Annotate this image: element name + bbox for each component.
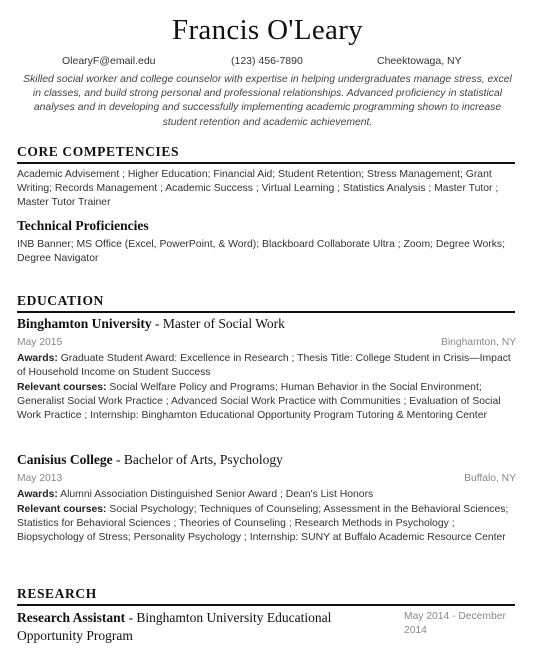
education-entry-title bbox=[17, 452, 517, 468]
awards-text: Alumni Association Distinguished Senior Award ; Dean's List Honors bbox=[60, 489, 374, 500]
degree-name: Master of Social Work bbox=[162, 316, 285, 331]
courses-label: Relevant courses: bbox=[17, 382, 107, 393]
education-entry-meta bbox=[17, 337, 516, 348]
school-name: Binghamton University bbox=[17, 316, 152, 331]
awards-label: Awards: bbox=[17, 489, 58, 500]
education-courses bbox=[17, 381, 517, 422]
section-heading-core-competencies: CORE COMPETENCIES bbox=[17, 144, 515, 164]
candidate-name: Francis O'Leary bbox=[172, 14, 363, 46]
phone-text: (123) 456-7890 bbox=[231, 55, 303, 67]
education-location: Binghamton, NY bbox=[441, 337, 516, 348]
title-separator: - bbox=[112, 452, 124, 467]
research-role: Research Assistant bbox=[17, 610, 126, 625]
awards-text: Graduate Student Award: Excellence in Research ; Thesis Title: College Student in Crisis—Impact of Household Income on Student Success bbox=[17, 353, 511, 378]
education-awards bbox=[17, 352, 517, 380]
research-organization: Binghamton University Educational Opportunity Program bbox=[17, 610, 332, 643]
courses-text: Social Welfare Policy and Programs; Human Behavior in the Social Environment; Generalist Social Work Practice ; Advanced Social Work Practice with Communities ; Evaluation of Social Work Practice ; Internship: Binghamton Educational Opportunity Program Tutoring & Mentoring Center bbox=[17, 382, 501, 421]
technical-proficiencies-heading: Technical Proficiencies bbox=[17, 218, 149, 233]
degree-name: Bachelor of Arts, Psychology bbox=[123, 452, 283, 467]
email-text: OlearyF@email.edu bbox=[62, 55, 156, 67]
school-name: Canisius College bbox=[17, 452, 113, 467]
awards-label: Awards: bbox=[17, 353, 58, 364]
location-text: Cheektowaga, NY bbox=[377, 55, 462, 67]
education-date: May 2013 bbox=[17, 473, 63, 484]
technical-proficiencies-list: INB Banner; MS Office (Excel, PowerPoint, & Word); Blackboard Collaborate Ultra ; Zoom; Degree Works; Degree Navigator bbox=[17, 239, 505, 264]
courses-label: Relevant courses: bbox=[17, 504, 107, 515]
section-heading-research: RESEARCH bbox=[17, 586, 515, 606]
courses-text: Social Psychology; Techniques of Counseling; Assessment in the Behavioral Sciences; Statistics for Behavioral Sciences ; Theories of Counseling ; Research Methods in Psychology ; Biopsychology of Stress; Personality Psychology ; Internship: SUNY at Buffalo Academic Resource Center bbox=[17, 504, 509, 543]
education-entry-title bbox=[17, 316, 517, 332]
education-awards bbox=[17, 488, 517, 502]
education-entry-meta bbox=[17, 473, 516, 484]
education-location: Buffalo, NY bbox=[464, 473, 516, 484]
education-courses bbox=[17, 503, 517, 544]
title-separator: - bbox=[125, 610, 137, 625]
research-entry-title bbox=[17, 609, 367, 645]
research-date: May 2014 - December 2014 bbox=[404, 611, 506, 636]
education-date: May 2015 bbox=[17, 337, 63, 348]
professional-summary: Skilled social worker and college counselor with expertise in helping undergraduates manage stress, excel in classes, and build strong personal and professional relationships. Advanced proficiency in statistical analyses and in developing and successfully implementing academic programming shown to increase student retention and academic achievement. bbox=[23, 74, 512, 128]
competencies-list: Academic Advisement ; Higher Education; Financial Aid; Student Retention; Stress Management; Grant Writing; Records Management ; Academic Success ; Virtual Learning ; Statistics Analysis ; Master Tutor ; Master Tutor Trainer bbox=[17, 169, 499, 208]
title-separator: - bbox=[151, 316, 163, 331]
section-heading-education: EDUCATION bbox=[17, 293, 515, 313]
